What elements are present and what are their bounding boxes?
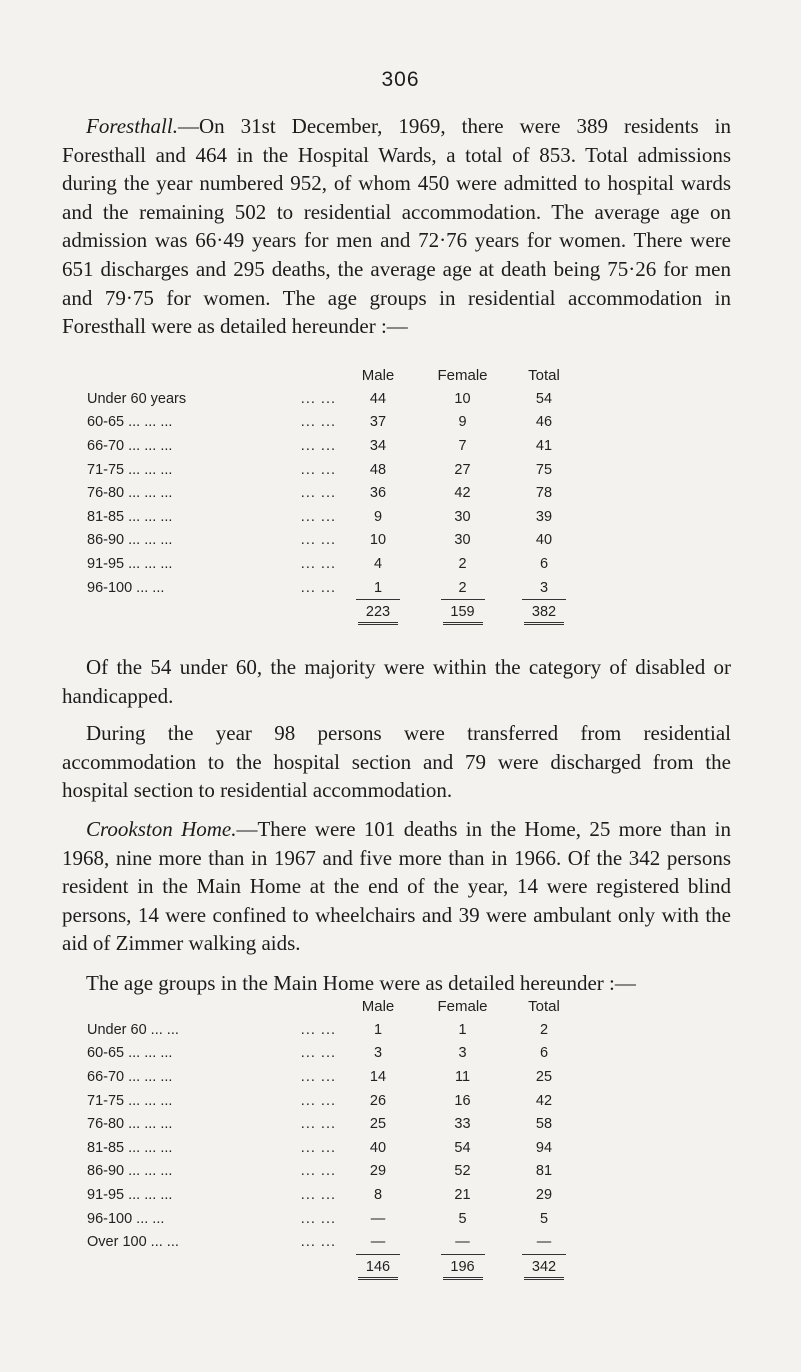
female-cell: 42 bbox=[454, 485, 471, 502]
row-label: 76-80 ... ... ... bbox=[87, 1116, 173, 1133]
row-leader-dots: ... ... bbox=[300, 1186, 336, 1203]
male-header: Male bbox=[361, 998, 395, 1015]
female-cell: 33 bbox=[454, 1116, 471, 1133]
table-row bbox=[87, 1160, 583, 1184]
row-leader-dots: ... ... bbox=[300, 1234, 336, 1251]
total-header: Total bbox=[528, 998, 560, 1015]
female-cell: 21 bbox=[454, 1186, 471, 1203]
male-cell: 48 bbox=[369, 461, 387, 478]
row-label: Over 100 ... ... bbox=[87, 1234, 179, 1251]
table-row bbox=[87, 481, 583, 505]
row-label: 66-70 ... ... ... bbox=[87, 437, 173, 454]
row-label: 86-90 ... ... ... bbox=[87, 532, 173, 549]
totals-row bbox=[87, 1254, 583, 1280]
total-cell: 5 bbox=[539, 1210, 549, 1227]
row-label: Under 60 ... ... bbox=[87, 1021, 179, 1038]
double-rule bbox=[358, 1277, 398, 1280]
total-female-cell bbox=[420, 1254, 505, 1280]
row-leader-dots: ... ... bbox=[300, 1092, 336, 1109]
total-value: 159 bbox=[441, 599, 485, 620]
male-cell: 8 bbox=[373, 1186, 383, 1203]
total-cell: 41 bbox=[535, 437, 553, 454]
female-header: Female bbox=[437, 998, 488, 1015]
row-label: Under 60 years bbox=[87, 390, 187, 407]
row-label: 66-70 ... ... ... bbox=[87, 1068, 173, 1085]
crookston-text: —There were 101 deaths in the Home, 25 more than in 1968, nine more than in 1967 and five more than in 1966. Of the 342 persons resident in the Main Home at the end of the year, 14 were registered blind persons, 14 were confined to wheelchairs and 39 were ambulant only with the aid of Zimmer walking aids. bbox=[62, 817, 731, 956]
row-leader-dots: ... ... bbox=[300, 485, 336, 502]
total-total-cell bbox=[505, 1254, 583, 1280]
main-home-intro: The age groups in the Main Home were as detailed hereunder :— bbox=[86, 971, 636, 995]
female-cell: 2 bbox=[458, 555, 467, 572]
total-value: 223 bbox=[356, 599, 400, 620]
total-cell: 42 bbox=[535, 1092, 553, 1109]
table-row bbox=[87, 387, 583, 411]
table-header-row bbox=[87, 995, 583, 1018]
table-row bbox=[87, 411, 583, 435]
total-value: 146 bbox=[356, 1254, 400, 1275]
total-cell: 46 bbox=[535, 414, 553, 431]
male-cell: — bbox=[370, 1234, 386, 1251]
row-leader-dots: ... ... bbox=[300, 461, 336, 478]
male-cell: 14 bbox=[369, 1068, 387, 1085]
table-row bbox=[87, 434, 583, 458]
table-row bbox=[87, 529, 583, 553]
male-cell: 9 bbox=[373, 508, 383, 525]
row-leader-dots: ... ... bbox=[300, 1163, 336, 1180]
female-cell: 27 bbox=[454, 461, 471, 478]
male-cell: 1 bbox=[373, 579, 383, 596]
table-header-row bbox=[87, 364, 583, 387]
table-row bbox=[87, 505, 583, 529]
male-cell: 3 bbox=[373, 1045, 383, 1062]
transfers-paragraph: During the year 98 persons were transferred from residential accommodation to the hospital section and 79 were discharged from the hospital section to residential accommodation. bbox=[62, 721, 731, 803]
male-cell: 44 bbox=[369, 390, 387, 407]
total-cell: 39 bbox=[535, 508, 553, 525]
male-cell: 4 bbox=[373, 555, 383, 572]
female-cell: 16 bbox=[454, 1092, 471, 1109]
double-rule bbox=[443, 1277, 483, 1280]
row-label: 81-85 ... ... ... bbox=[87, 1139, 173, 1156]
male-cell: 26 bbox=[369, 1092, 387, 1109]
row-label: 96-100 ... ... bbox=[87, 1210, 165, 1227]
female-header: Female bbox=[437, 367, 488, 384]
table-row bbox=[87, 1042, 583, 1066]
table-row bbox=[87, 1112, 583, 1136]
female-cell: 11 bbox=[454, 1068, 471, 1085]
female-cell: 54 bbox=[454, 1139, 471, 1156]
female-cell: 1 bbox=[458, 1021, 467, 1038]
male-cell: 36 bbox=[369, 485, 387, 502]
row-label: 71-75 ... ... ... bbox=[87, 461, 173, 478]
total-cell: 78 bbox=[535, 485, 553, 502]
row-label: 91-95 ... ... ... bbox=[87, 555, 173, 572]
male-header: Male bbox=[361, 367, 395, 384]
total-header: Total bbox=[528, 367, 560, 384]
crookston-paragraph bbox=[62, 815, 731, 958]
total-cell: 6 bbox=[539, 555, 549, 572]
row-label: 81-85 ... ... ... bbox=[87, 508, 173, 525]
total-value: 382 bbox=[522, 599, 566, 620]
row-label: 76-80 ... ... ... bbox=[87, 485, 173, 502]
male-cell: 34 bbox=[369, 437, 387, 454]
female-cell: 30 bbox=[454, 532, 471, 549]
total-cell: 81 bbox=[535, 1163, 553, 1180]
crookston-heading: Crookston Home. bbox=[86, 817, 237, 841]
row-label: 96-100 ... ... bbox=[87, 579, 165, 596]
table-row bbox=[87, 458, 583, 482]
foresthall-paragraph bbox=[62, 112, 731, 341]
male-cell: 40 bbox=[369, 1139, 387, 1156]
double-rule bbox=[358, 622, 398, 625]
female-cell: 30 bbox=[454, 508, 471, 525]
male-cell: 10 bbox=[369, 532, 387, 549]
row-leader-dots: ... ... bbox=[300, 390, 336, 407]
foresthall-text: —On 31st December, 1969, there were 389 residents in Foresthall and 464 in the Hospital Wards, a total of 853. Total admissions during the year numbered 952, of whom 450 were admitted to hospital wards and the remaining 502 to residential accommodation. The average age on admission was 66·49 years for men and 72·76 years for women. There were 651 discharges and 295 deaths, the average age at death being 75·26 for men and 79·75 for women. The age groups in residential accommodation in Foresthall were as detailed hereunder :— bbox=[62, 114, 731, 339]
row-leader-dots: ... ... bbox=[300, 1139, 336, 1156]
table-row bbox=[87, 1207, 583, 1231]
total-cell: 29 bbox=[535, 1186, 553, 1203]
double-rule bbox=[524, 1277, 564, 1280]
foresthall-age-table bbox=[87, 364, 583, 625]
male-cell: 29 bbox=[369, 1163, 387, 1180]
total-female-cell bbox=[420, 599, 505, 625]
row-leader-dots: ... ... bbox=[300, 1116, 336, 1133]
total-cell: 3 bbox=[539, 579, 549, 596]
male-cell: 1 bbox=[373, 1021, 383, 1038]
total-cell: 2 bbox=[539, 1021, 549, 1038]
total-value: 196 bbox=[441, 1254, 485, 1275]
female-cell: 2 bbox=[458, 579, 467, 596]
row-leader-dots: ... ... bbox=[300, 414, 336, 431]
row-label: 71-75 ... ... ... bbox=[87, 1092, 173, 1109]
female-cell: 7 bbox=[458, 437, 467, 454]
total-cell: 75 bbox=[535, 461, 553, 478]
male-cell: 25 bbox=[369, 1116, 387, 1133]
row-label: 91-95 ... ... ... bbox=[87, 1186, 173, 1203]
total-value: 342 bbox=[522, 1254, 566, 1275]
disabled-paragraph: Of the 54 under 60, the majority were within the category of disabled or handicapped. bbox=[62, 655, 731, 708]
page-number: 306 bbox=[381, 68, 420, 91]
table-row bbox=[87, 1018, 583, 1042]
female-cell: 9 bbox=[458, 414, 467, 431]
row-leader-dots: ... ... bbox=[300, 579, 336, 596]
female-cell: 10 bbox=[454, 390, 471, 407]
row-leader-dots: ... ... bbox=[300, 508, 336, 525]
row-leader-dots: ... ... bbox=[300, 437, 336, 454]
total-cell: 6 bbox=[539, 1045, 549, 1062]
table-row bbox=[87, 1089, 583, 1113]
table-row bbox=[87, 552, 583, 576]
total-cell: 25 bbox=[535, 1068, 553, 1085]
row-leader-dots: ... ... bbox=[300, 555, 336, 572]
table-row bbox=[87, 1230, 583, 1254]
row-leader-dots: ... ... bbox=[300, 1068, 336, 1085]
double-rule bbox=[443, 622, 483, 625]
row-leader-dots: ... ... bbox=[300, 1210, 336, 1227]
total-cell: 58 bbox=[535, 1116, 553, 1133]
row-leader-dots: ... ... bbox=[300, 1021, 336, 1038]
total-cell: — bbox=[536, 1234, 552, 1251]
table-row bbox=[87, 1065, 583, 1089]
foresthall-heading: Foresthall. bbox=[86, 114, 178, 138]
male-cell: — bbox=[370, 1210, 386, 1227]
table-row bbox=[87, 1183, 583, 1207]
total-male-cell bbox=[336, 599, 420, 625]
total-cell: 94 bbox=[535, 1139, 553, 1156]
female-cell: 52 bbox=[454, 1163, 471, 1180]
total-male-cell bbox=[336, 1254, 420, 1280]
total-cell: 54 bbox=[535, 390, 553, 407]
total-cell: 40 bbox=[535, 532, 553, 549]
row-label: 60-65 ... ... ... bbox=[87, 1045, 173, 1062]
main-home-age-table bbox=[87, 995, 583, 1280]
female-cell: — bbox=[455, 1234, 470, 1251]
table-row bbox=[87, 576, 583, 600]
male-cell: 37 bbox=[369, 414, 387, 431]
row-leader-dots: ... ... bbox=[300, 1045, 336, 1062]
row-leader-dots: ... ... bbox=[300, 532, 336, 549]
total-total-cell bbox=[505, 599, 583, 625]
row-label: 60-65 ... ... ... bbox=[87, 414, 173, 431]
double-rule bbox=[524, 622, 564, 625]
totals-row bbox=[87, 599, 583, 625]
female-cell: 3 bbox=[458, 1045, 467, 1062]
female-cell: 5 bbox=[458, 1210, 467, 1227]
table-row bbox=[87, 1136, 583, 1160]
row-label: 86-90 ... ... ... bbox=[87, 1163, 173, 1180]
